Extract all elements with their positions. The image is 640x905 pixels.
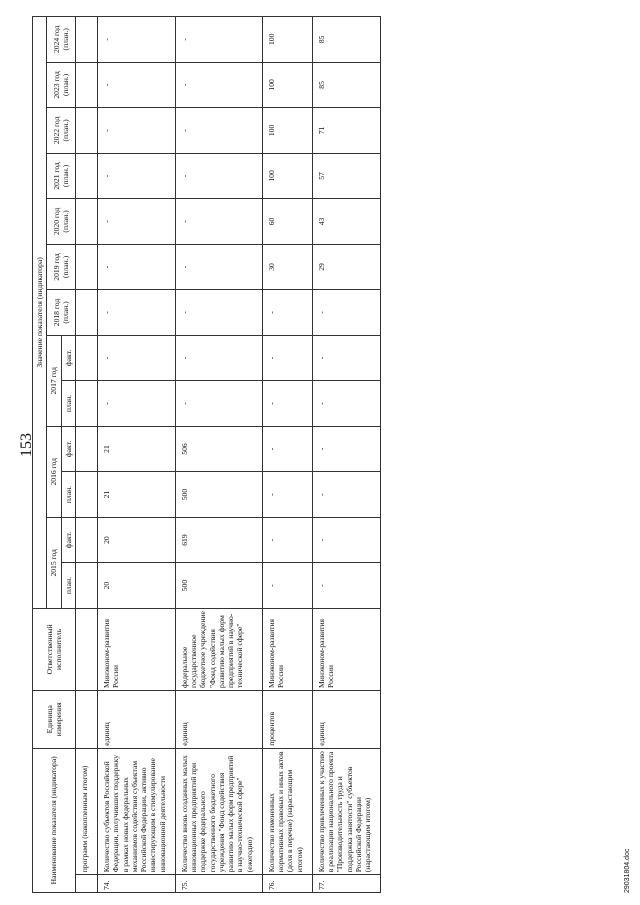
responsible-cell: Минэконом-развития России bbox=[312, 608, 381, 690]
value-2016-plan: 500 bbox=[175, 472, 262, 518]
value-2022: 100 bbox=[262, 108, 312, 154]
value-2019: - bbox=[98, 244, 176, 290]
unit-cell: процентов bbox=[262, 690, 312, 748]
row-number: 77. bbox=[312, 875, 381, 893]
indicator-name: программ (накопленным итогом) bbox=[75, 748, 97, 875]
value-2023: - bbox=[98, 62, 176, 108]
unit-cell: единиц bbox=[98, 690, 176, 748]
value-2022 bbox=[75, 108, 97, 154]
value-2020: 43 bbox=[312, 199, 381, 245]
value-2017-plan: - bbox=[175, 381, 262, 427]
header-2017: 2017 год bbox=[47, 335, 61, 426]
value-2015-fact: 619 bbox=[175, 517, 262, 563]
value-2022: 71 bbox=[312, 108, 381, 154]
row-number bbox=[75, 875, 97, 893]
header-2022: 2022 год (план.) bbox=[47, 108, 76, 154]
header-responsible: Ответственный исполнитель bbox=[33, 608, 76, 690]
value-2020 bbox=[75, 199, 97, 245]
responsible-cell: Минэконом-развития России bbox=[98, 608, 176, 690]
value-2024 bbox=[75, 17, 97, 63]
header-2015: 2015 год bbox=[47, 517, 61, 608]
value-2016-plan bbox=[75, 472, 97, 518]
value-2015-plan: - bbox=[262, 563, 312, 609]
value-2023: 85 bbox=[312, 62, 381, 108]
value-2018: - bbox=[312, 290, 381, 336]
value-2015-plan: - bbox=[312, 563, 381, 609]
value-2020: 60 bbox=[262, 199, 312, 245]
responsible-cell: Минэконом-развития России bbox=[262, 608, 312, 690]
value-2017-plan: - bbox=[98, 381, 176, 427]
value-2017-fact: - bbox=[98, 335, 176, 381]
value-2022: - bbox=[175, 108, 262, 154]
header-2020: 2020 год (план.) bbox=[47, 199, 76, 245]
value-2018: - bbox=[175, 290, 262, 336]
value-2021 bbox=[75, 153, 97, 199]
indicator-name: Количество вновь созданных малых инновационных предприятий при поддержке федерального государственного бюджетного учреждения "Фонд содействия развитию малых форм предприятий в научно-технической сфере" (ежегодно) bbox=[175, 748, 262, 875]
row-number: 74. bbox=[98, 875, 176, 893]
value-2015-plan bbox=[75, 563, 97, 609]
value-2016-fact: 506 bbox=[175, 426, 262, 472]
header-2019: 2019 год (план.) bbox=[47, 244, 76, 290]
table-row bbox=[75, 17, 97, 893]
value-2019: - bbox=[175, 244, 262, 290]
responsible-cell bbox=[75, 608, 97, 690]
value-2021: - bbox=[98, 153, 176, 199]
header-values-group: Значение показателя (индикатора) bbox=[33, 17, 47, 609]
page-number: 153 bbox=[18, 433, 35, 457]
value-2024: 100 bbox=[262, 17, 312, 63]
indicator-name: Количество привлеченных к участию в реализации национального проекта "Производительность труда и поддержка занятости" субъектов Российской Федерации (нарастающим итогом) bbox=[312, 748, 381, 875]
unit-cell: единиц bbox=[312, 690, 381, 748]
indicator-name: Количество измененных нормативных правовых и иных актов (доля в перечне) (нарастающим итогом) bbox=[262, 748, 312, 875]
value-2019: 30 bbox=[262, 244, 312, 290]
value-2019 bbox=[75, 244, 97, 290]
row-number: 76. bbox=[262, 875, 312, 893]
unit-cell: единиц bbox=[175, 690, 262, 748]
value-2018 bbox=[75, 290, 97, 336]
header-unit: Единица измерения bbox=[33, 690, 76, 748]
value-2020: - bbox=[175, 199, 262, 245]
row-number: 75. bbox=[175, 875, 262, 893]
value-2017-plan: - bbox=[312, 381, 381, 427]
value-2019: 29 bbox=[312, 244, 381, 290]
value-2015-plan: 20 bbox=[98, 563, 176, 609]
indicator-name: Количество субъектов Российской Федерации, получивших поддержку в рамках новых федеральных механизмов содействия субъектам Российской Федерации, активно инвестирующим в стимулирование инновационной деятельности bbox=[98, 748, 176, 875]
value-2021: - bbox=[175, 153, 262, 199]
value-2017-fact: - bbox=[262, 335, 312, 381]
value-2016-fact bbox=[75, 426, 97, 472]
value-2015-fact bbox=[75, 517, 97, 563]
header-2015-plan: план. bbox=[61, 563, 75, 609]
value-2016-fact: - bbox=[312, 426, 381, 472]
value-2016-plan: - bbox=[312, 472, 381, 518]
header-2015-fact: факт. bbox=[61, 517, 75, 563]
header-2021: 2021 год (план.) bbox=[47, 153, 76, 199]
table-row bbox=[175, 17, 262, 893]
responsible-cell: федеральное государственное бюджетное учреждение "Фонд содействия развитию малых форм предприятий в научно-технической сфере" bbox=[175, 608, 262, 690]
value-2017-fact bbox=[75, 335, 97, 381]
value-2015-fact: 20 bbox=[98, 517, 176, 563]
value-2023: - bbox=[175, 62, 262, 108]
header-2023: 2023 год (план.) bbox=[47, 62, 76, 108]
value-2016-fact: - bbox=[262, 426, 312, 472]
value-2024: - bbox=[98, 17, 176, 63]
value-2016-plan: 21 bbox=[98, 472, 176, 518]
header-2024: 2024 год (план.) bbox=[47, 17, 76, 63]
table-row bbox=[262, 17, 312, 893]
value-2016-fact: 21 bbox=[98, 426, 176, 472]
indicator-table bbox=[32, 16, 381, 893]
value-2023: 100 bbox=[262, 62, 312, 108]
value-2017-fact: - bbox=[312, 335, 381, 381]
value-2018: - bbox=[262, 290, 312, 336]
table-row bbox=[98, 17, 176, 893]
document-footer: 29031804.doc bbox=[624, 848, 631, 893]
value-2015-plan: 500 bbox=[175, 563, 262, 609]
value-2020: - bbox=[98, 199, 176, 245]
value-2021: 100 bbox=[262, 153, 312, 199]
value-2018: - bbox=[98, 290, 176, 336]
header-2016-plan: план. bbox=[61, 472, 75, 518]
value-2023 bbox=[75, 62, 97, 108]
value-2022: - bbox=[98, 108, 176, 154]
value-2015-fact: - bbox=[312, 517, 381, 563]
header-2016-fact: факт. bbox=[61, 426, 75, 472]
header-2017-fact: факт. bbox=[61, 335, 75, 381]
header-2016: 2016 год bbox=[47, 426, 61, 517]
unit-cell bbox=[75, 690, 97, 748]
value-2024: 85 bbox=[312, 17, 381, 63]
value-2024: - bbox=[175, 17, 262, 63]
header-2018: 2018 год (план.) bbox=[47, 290, 76, 336]
value-2017-plan bbox=[75, 381, 97, 427]
header-row-1 bbox=[33, 17, 47, 893]
value-2017-fact: - bbox=[175, 335, 262, 381]
value-2016-plan: - bbox=[262, 472, 312, 518]
header-name: Наименование показателя (индикатора) bbox=[33, 748, 76, 892]
header-2017-plan: план. bbox=[61, 381, 75, 427]
value-2015-fact: - bbox=[262, 517, 312, 563]
table-row bbox=[312, 17, 381, 893]
value-2017-plan: - bbox=[262, 381, 312, 427]
value-2021: 57 bbox=[312, 153, 381, 199]
